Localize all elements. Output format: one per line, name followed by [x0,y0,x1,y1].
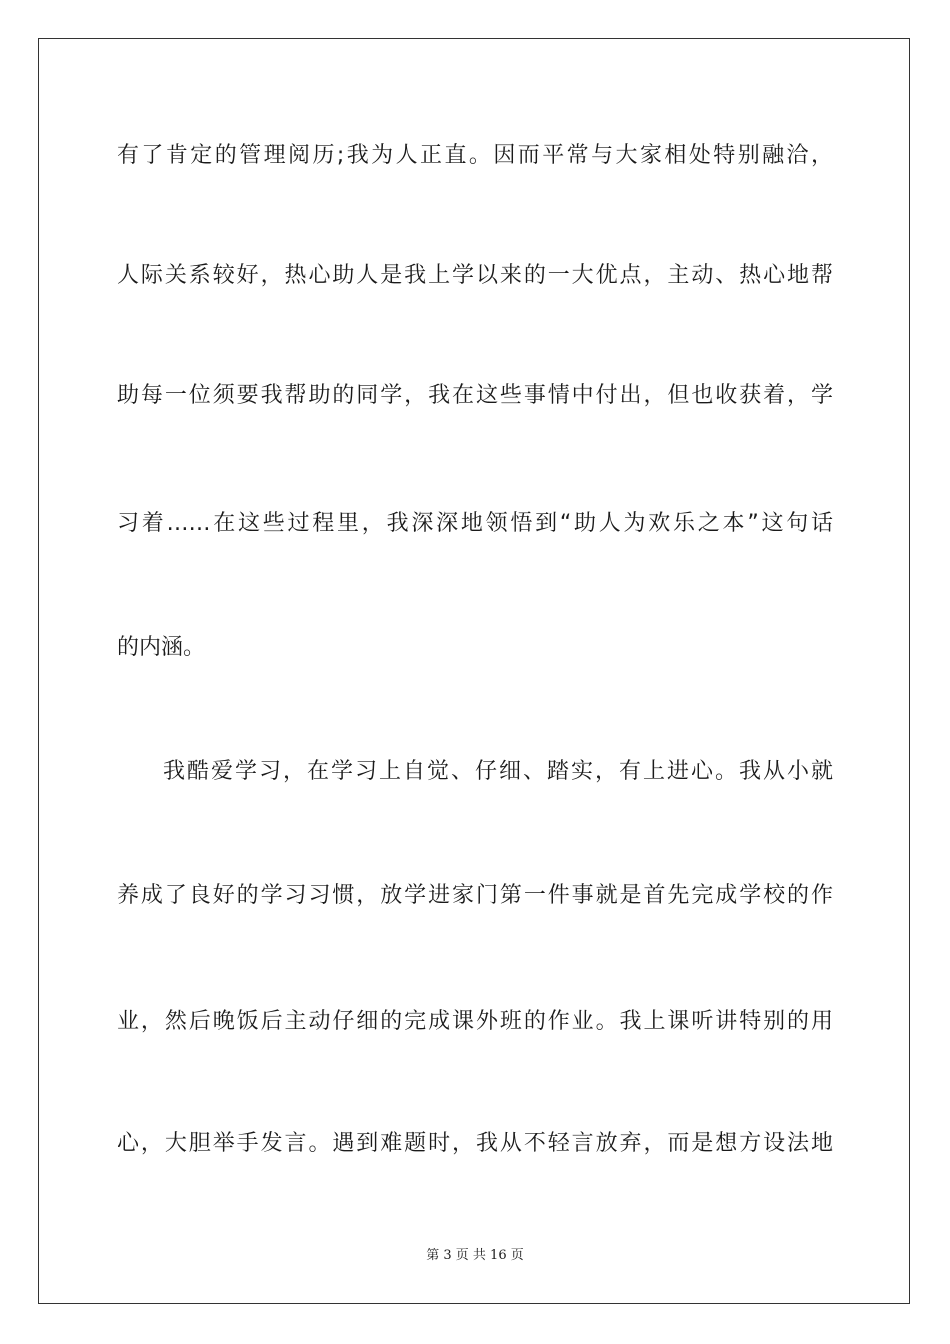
page-number-footer: 第 3 页 共 16 页 [426,1248,524,1263]
text-line: 养成了良好的学习习惯，放学进家门第一件事就是首先完成学校的作 [117,883,833,908]
text-line: 心，大胆举手发言。遇到难题时，我从不轻言放弃，而是想方设法地 [117,1131,833,1156]
text-line: 习着……在这些过程里，我深深地领悟到“助人为欢乐之本”这句话 [117,511,833,536]
text-line: 助每一位须要我帮助的同学，我在这些事情中付出，但也收获着，学 [117,383,833,408]
text-line: 的内涵。 [117,635,206,660]
text-line: 业，然后晚饭后主动仔细的完成课外班的作业。我上课听讲特别的用 [117,1009,833,1034]
text-line: 人际关系较好，热心助人是我上学以来的一大优点，主动、热心地帮 [117,263,833,288]
page-frame [38,38,910,1304]
paragraph-first-line: 我酷爱学习，在学习上自觉、仔细、踏实，有上进心。我从小就 [163,759,833,784]
text-line: 有了肯定的管理阅历;我为人正直。因而平常与大家相处特别融洽， [117,143,833,168]
